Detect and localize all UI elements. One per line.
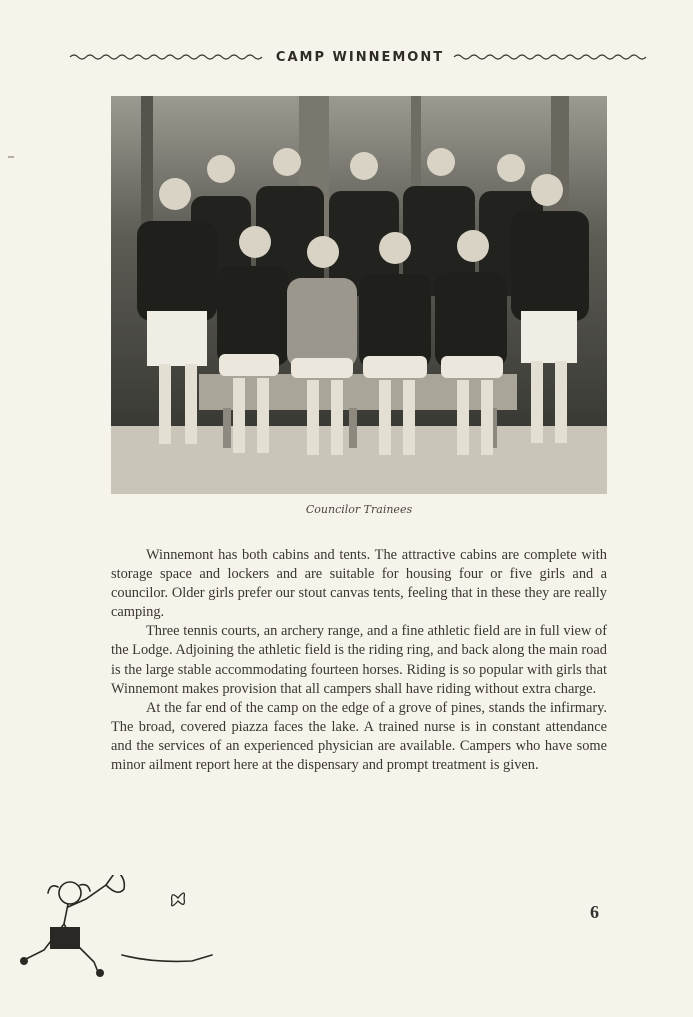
running-girl-with-net-illustration [10, 875, 225, 1000]
group-photo [111, 96, 607, 494]
page-header [62, 46, 658, 68]
page-title: CAMP WINNEMONT [275, 49, 445, 65]
scroll-ornament-left-icon [68, 52, 268, 62]
scroll-ornament-right-icon [452, 52, 652, 62]
paragraph: Three tennis courts, an archery range, and a fine athletic field are in full view of the Lodge. Adjoining the athletic field is the riding ring, and back along the main road is the large stable accommodating fourteen horses. Riding is so popular with girls that Winnemont makes provision that all campers shall have riding without extra charge. [111, 623, 607, 697]
paragraph: Winnemont has both cabins and tents. The attractive cabins are complete with storage space and lockers and are suitable for housing four or five girls and a councilor. Older girls prefer our stout canvas tents, feeling that in these they are really camping. [111, 547, 607, 621]
body-text [111, 546, 607, 775]
page-number: 6 [590, 902, 599, 922]
margin-mark [8, 156, 14, 158]
photo-caption: Councilor Trainees [305, 503, 413, 516]
paragraph: At the far end of the camp on the edge of a grove of pines, stands the infirmary. The broad, covered piazza faces the lake. A trained nurse is in constant attendance and the services of an experienced physician are available. Campers who have some minor ailment report here at the dispensary and prompt treatment is given. [111, 699, 607, 774]
butterfly-icon [172, 893, 185, 906]
